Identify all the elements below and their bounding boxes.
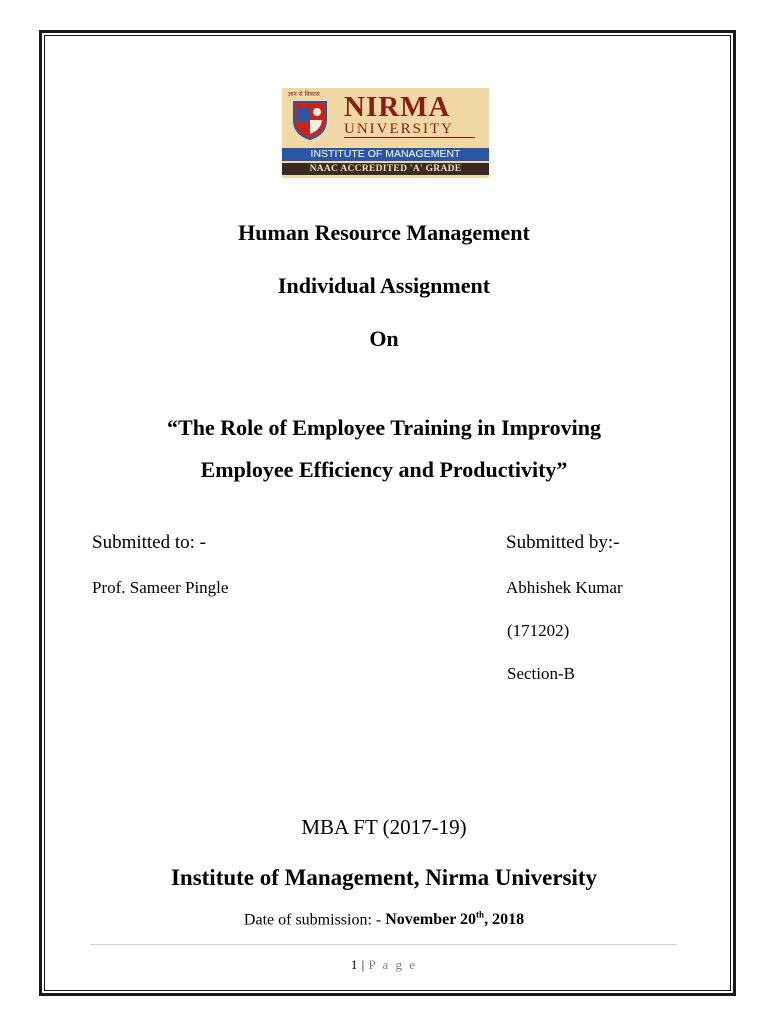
nirma-university-logo bbox=[282, 88, 489, 178]
logo-institute-banner: INSTITUTE OF MANAGEMENT bbox=[282, 148, 489, 161]
institution-name: Institute of Management, Nirma University bbox=[170, 865, 598, 890]
topic-line-2: Employee Efficiency and Productivity” bbox=[200, 457, 568, 482]
submission-date-label: Date of submission: - bbox=[243, 911, 386, 929]
topic-line-1: “The Role of Employee Training in Improving bbox=[167, 415, 601, 440]
program-label: MBA FT (2017-19) bbox=[301, 815, 467, 839]
submitted-by-label: Submitted by:- bbox=[506, 532, 620, 553]
shield-icon bbox=[292, 98, 328, 140]
on-label: On bbox=[369, 326, 399, 351]
logo-accreditation-banner: NAAC ACCREDITED 'A' GRADE bbox=[282, 163, 489, 175]
footer-divider bbox=[90, 944, 677, 945]
submitted-by-roll: (171202) bbox=[507, 621, 570, 640]
logo-name: NIRMA bbox=[344, 91, 451, 123]
submitted-to-name: Prof. Sameer Pingle bbox=[92, 578, 229, 597]
logo-tagline: ज्ञान से विकास bbox=[288, 91, 320, 98]
submission-date-value: November 20th, 2018 bbox=[385, 910, 525, 929]
course-title: Human Resource Management bbox=[238, 220, 530, 245]
page-separator: | bbox=[357, 957, 369, 972]
logo-subtitle: UNIVERSITY bbox=[344, 121, 454, 137]
submitted-to-label: Submitted to: - bbox=[92, 532, 206, 553]
assignment-title: Individual Assignment bbox=[277, 273, 491, 298]
submitted-by-section: Section-B bbox=[507, 664, 575, 683]
submission-date bbox=[0, 910, 768, 929]
page-footer bbox=[0, 957, 768, 973]
logo-underline bbox=[344, 137, 475, 138]
submitted-by-name: Abhishek Kumar bbox=[506, 578, 623, 597]
page-number: 1 bbox=[350, 957, 358, 972]
page-label: P a g e bbox=[368, 957, 418, 972]
page-border-inner bbox=[44, 35, 731, 991]
